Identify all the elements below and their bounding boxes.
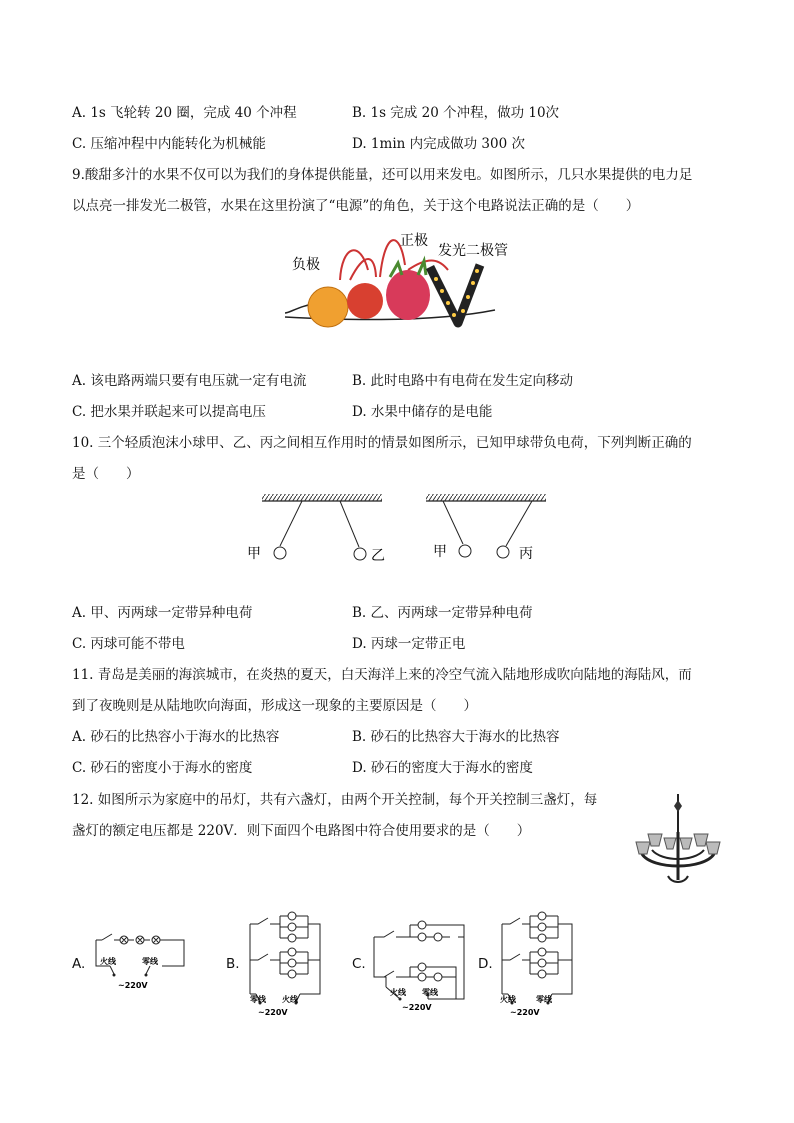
q8-option-b: B. 1s 完成 20 个冲程，做功 10次: [352, 105, 560, 121]
circuit-a-live: 火线: [100, 957, 116, 966]
circuit-a-voltage: ~220V: [118, 981, 148, 990]
circuit-a-neutral: 零线: [142, 957, 158, 966]
label-bing: 丙: [519, 546, 533, 562]
fruit-battery-figure: [280, 225, 520, 335]
q10-stem-line2: 是（ ）: [72, 466, 140, 482]
circuit-b-voltage: ~220V: [258, 1008, 288, 1017]
q10-stem-line1: 10. 三个轻质泡沫小球甲、乙、丙之间相互作用时的情景如图所示，已知甲球带负电荷，下列判断正确的: [72, 435, 692, 451]
circuit-c-voltage: ~220V: [402, 1003, 432, 1012]
q12-stem-line1: 12. 如图所示为家庭中的吊灯，共有六盏灯，由两个开关控制，每个开关控制三盏灯，每: [72, 792, 598, 808]
circuit-d-live: 火线: [500, 995, 516, 1004]
q11-option-b: B. 砂石的比热容大于海水的比热容: [352, 729, 560, 745]
circuit-b-live: 火线: [282, 995, 298, 1004]
chandelier-image: [632, 792, 724, 884]
q9-option-c: C. 把水果并联起来可以提高电压: [72, 404, 266, 420]
circuit-b: [244, 910, 334, 1020]
q9-option-b: B. 此时电路中有电荷在发生定向移动: [352, 373, 574, 389]
circuit-d-neutral: 零线: [536, 995, 552, 1004]
q9-stem-line1: 9.酸甜多汁的水果不仅可以为我们的身体提供能量，还可以用来发电。如图所示，几只水果提供的电力足: [72, 167, 693, 183]
label-yi: 乙: [371, 548, 385, 564]
fig-label-positive: 正极: [400, 233, 428, 249]
circuit-d-voltage: ~220V: [510, 1008, 540, 1017]
q10-option-c: C. 丙球可能不带电: [72, 636, 185, 652]
q11-option-d: D. 砂石的密度大于海水的密度: [352, 760, 533, 776]
q10-option-a: A. 甲、丙两球一定带异种电荷: [72, 605, 253, 621]
q9-stem-line2: 以点亮一排发光二极管，水果在这里扮演了“电源”的角色，关于这个电路说法正确的是（ ）: [72, 198, 640, 214]
circuit-a: [90, 926, 190, 996]
q10-option-b: B. 乙、丙两球一定带异种电荷: [352, 605, 533, 621]
q8-option-a: A. 1s 飞轮转 20 圈，完成 40 个冲程: [72, 105, 297, 121]
label-jia-left: 甲: [247, 546, 261, 562]
q11-option-a: A. 砂石的比热容小于海水的比热容: [72, 729, 280, 745]
q12-option-c-label: C.: [352, 956, 366, 972]
fig-label-negative: 负极: [292, 257, 320, 273]
fig-label-led: 发光二极管: [438, 243, 508, 259]
circuit-b-neutral: 零线: [250, 995, 266, 1004]
circuit-d: [494, 910, 584, 1020]
circuit-c-neutral: 零线: [422, 988, 438, 997]
q8-option-d: D. 1min 内完成做功 300 次: [352, 136, 525, 152]
circuit-c-live: 火线: [390, 988, 406, 997]
label-jia-right: 甲: [433, 544, 447, 560]
q11-stem-line2: 到了夜晚则是从陆地吹向海面，形成这一现象的主要原因是（ ）: [72, 698, 477, 714]
q12-option-b-label: B.: [226, 956, 240, 972]
q11-stem-line1: 11. 青岛是美丽的海滨城市，在炎热的夏天，白天海洋上来的冷空气流入陆地形成吹向陆地的海陆风，而: [72, 667, 692, 683]
q9-option-d: D. 水果中储存的是电能: [352, 404, 493, 420]
q9-option-a: A. 该电路两端只要有电压就一定有电流: [72, 373, 307, 389]
q12-stem-line2: 盏灯的额定电压都是 220V．则下面四个电路图中符合使用要求的是（ ）: [72, 823, 531, 839]
q10-option-d: D. 丙球一定带正电: [352, 636, 466, 652]
q12-option-d-label: D.: [478, 956, 493, 972]
charged-balls-figure: [240, 490, 560, 575]
q12-option-a-label: A.: [72, 956, 86, 972]
q8-option-c: C. 压缩冲程中内能转化为机械能: [72, 136, 266, 152]
circuit-c: [370, 915, 470, 1015]
q11-option-c: C. 砂石的密度小于海水的密度: [72, 760, 253, 776]
